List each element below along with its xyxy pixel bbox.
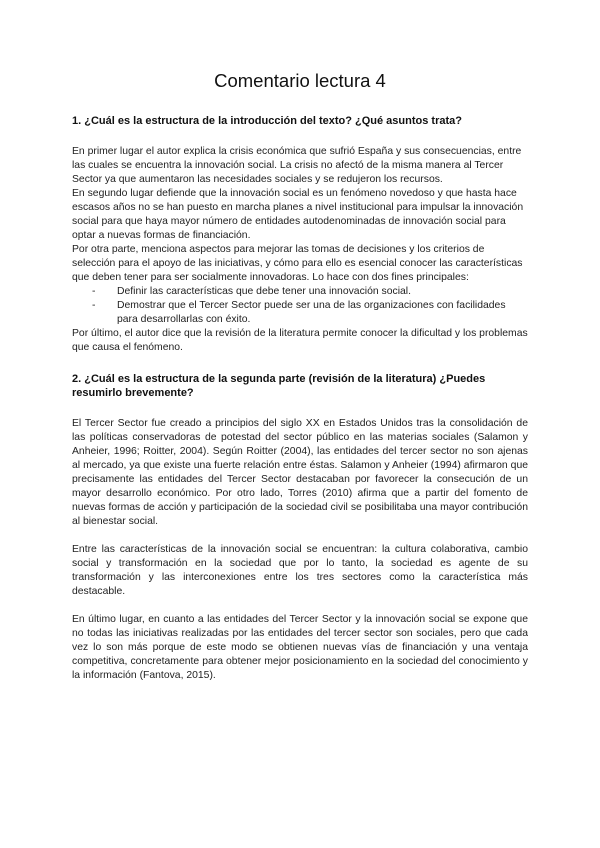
spacer <box>72 355 528 372</box>
section-2-heading: 2. ¿Cuál es la estructura de la segunda parte (revisión de la literatura) ¿Puedes resumirlo brevemente? <box>72 373 486 399</box>
section-1-paragraph-4: Por último, el autor dice que la revisión de la literatura permite conocer la dificultad y los problemas que causa el fenómeno. <box>72 328 528 353</box>
list-item: - Demostrar que el Tercer Sector puede ser una de las organizaciones con facilidades para desarrollarlas con éxito. <box>92 299 528 327</box>
section-2-paragraph-2: Entre las características de la innovación social se encuentran: la cultura colaborativa, cambio social y transformación en la sociedad que por lo tanto, la sociedad es agente de su transformación y las interconexiones entre los tres sectores como la característica más destacable. <box>72 544 528 597</box>
section-1-paragraph-2: En segundo lugar defiende que la innovación social es un fenómeno novedoso y que hasta hace escasos años no se han puesto en marcha planes a nivel institucional para impulsar la innovación social para que haya mayor número de entidades autodenominadas de innovación social para optar a nuevas formas de financiación. <box>72 188 524 241</box>
section-1-list <box>72 285 528 327</box>
section-1-heading: 1. ¿Cuál es la estructura de la introducción del texto? ¿Qué asuntos trata? <box>72 115 462 127</box>
section-2-paragraph-3: En último lugar, en cuanto a las entidades del Tercer Sector y la innovación social se expone que no todas las iniciativas realizadas por las entidades del tercer sector son sociales, pero que cada vez lo son más porque de este modo se obtienen nuevas vías de financiación y una ventaja competitiva, concretamente para obtener mejor posicionamiento en la sociedad del conocimiento y la información (Fantova, 2015). <box>72 614 528 681</box>
section-1-paragraph-1: En primer lugar el autor explica la crisis económica que sufrió España y sus consecuencias, entre las cuales se encuentra la innovación social. La crisis no afectó de la misma manera al Tercer Sector ya que aumentaron las necesidades sociales y se redujeron los recursos. <box>72 146 522 185</box>
section-2-paragraph-1: El Tercer Sector fue creado a principios del siglo XX en Estados Unidos tras la consolidación de las políticas conservadoras de potestad del sector público en las materias sociales (Salamon y Anheier, 1996; Roitter, 2004). Según Roitter (2004), las entidades del tercer sector no son ajenas al mercado, ya que existe una fuerte relación entre éstas. Salamon y Anheier (1994) afirmaron que precisamente las entidades del Tercer Sector destacaban por favorecer la consecución de un mayor desarrollo económico. Por otro lado, Torres (2010) afirma que a partir del fomento de nuevas formas de acción y participación de la sociedad civil se posibilitaba una mayor contribución al bienestar social. <box>72 418 528 527</box>
section-1-paragraph-3: Por otra parte, menciona aspectos para mejorar las tomas de decisiones y los criterios de selección para el apoyo de las iniciativas, y cómo para ello es esencial conocer las características que deben tener para ser socialmente innovadoras. Lo hace con dos fines principales: <box>72 244 523 283</box>
list-item: - Definir las características que debe tener una innovación social. <box>92 285 528 299</box>
document-title: Comentario lectura 4 <box>214 70 386 91</box>
section-2 <box>72 372 528 683</box>
section-1 <box>72 114 528 355</box>
